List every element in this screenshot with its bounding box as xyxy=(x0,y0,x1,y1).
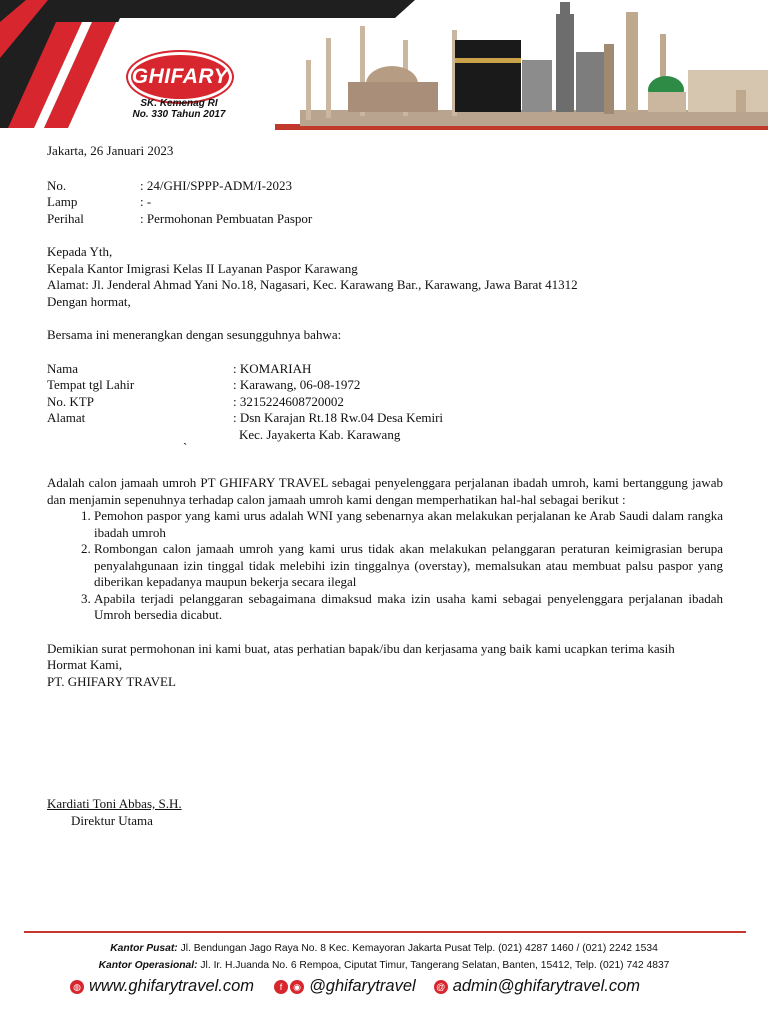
decree-line-2: No. 330 Tahun 2017 xyxy=(132,109,226,120)
recipient-salutation: Kepada Yth, xyxy=(47,244,113,259)
meta-value: : 24/GHI/SPPP-ADM/I-2023 xyxy=(140,177,293,193)
email-link[interactable]: admin@ghifarytravel.com xyxy=(452,977,641,995)
facebook-icon: f xyxy=(274,980,288,994)
social-handle[interactable]: @ghifarytravel xyxy=(309,977,416,995)
decree-line-1: SK. Kemenag RI xyxy=(140,98,218,109)
intro-text: Bersama ini menerangkan dengan sesungguhnya bahwa: xyxy=(47,327,342,342)
head-office-address: Jl. Bendungan Jago Raya No. 8 Kec. Kemayoran Jakarta Pusat Telp. (021) 4287 1460 / (021) 2242 1534 xyxy=(177,943,658,954)
meta-value: : - xyxy=(140,194,152,209)
conditions-list xyxy=(47,508,723,624)
recipient-office: Kepala Kantor Imigrasi Kelas II Layanan Paspor Karawang xyxy=(47,260,358,276)
instagram-icon: ◉ xyxy=(290,980,304,994)
greeting: Dengan hormat, xyxy=(47,293,131,309)
identity-row xyxy=(47,361,723,378)
email-icon: @ xyxy=(434,980,448,994)
operational-office-line xyxy=(0,958,768,975)
meta-key: Perihal xyxy=(47,210,84,226)
company-logo xyxy=(128,52,232,102)
meta-value: : Permohonan Pembuatan Paspor xyxy=(140,210,313,226)
identity-value: : 3215224608720002 xyxy=(233,393,344,409)
footer-divider xyxy=(24,931,746,933)
operational-office-address: Jl. Ir. H.Juanda No. 6 Rempoa, Ciputat Timur, Tangerang Selatan, Banten, 15412, Telp. (021) 742 4837 xyxy=(197,959,670,971)
signer-name: Kardiati Toni Abbas, S.H. xyxy=(47,796,182,811)
identity-key: Nama xyxy=(47,360,79,376)
meta-key: Lamp xyxy=(47,194,78,209)
place-date: Jakarta, 26 Januari 2023 xyxy=(47,143,174,158)
body-paragraph: Adalah calon jamaah umroh PT GHIFARY TRAVEL sebagai penyelenggara perjalanan ibadah umroh, kami bertanggung jawab dan menjamin sepenuhnya terhadap calon jamaah umroh kami dengan memperhatikan hal-hal sebagai berikut : xyxy=(47,475,723,507)
identity-row xyxy=(47,410,723,427)
letterhead xyxy=(0,0,768,130)
decree-label xyxy=(124,98,234,120)
identity-value: : KOMARIAH xyxy=(233,360,312,376)
list-item: 2. Rombongan calon jamaah umroh yang kami urus tidak akan melakukan pelanggaran peraturan keimigrasian berupa penyalahgunaan izin tinggal tidak melebihi izin tinggalnya (overstay), memalsukan atau membuat palsu paspor yang diberikan kepadanya maupun bekerja secara ilegal xyxy=(94,541,723,591)
stray-mark: ` xyxy=(183,440,188,455)
meta-key: No. xyxy=(47,177,67,193)
globe-icon: ◍ xyxy=(70,980,84,994)
identity-value: : Dsn Karajan Rt.18 Rw.04 Desa Kemiri xyxy=(233,410,444,425)
closing-paragraph: Demikian surat permohonan ini kami buat, atas perhatian bapak/ibu dan kerjasama yang baik kami ucapkan terima kasih xyxy=(47,640,675,656)
identity-key: No. KTP xyxy=(47,393,94,409)
company-name: PT. GHIFARY TRAVEL xyxy=(47,673,176,689)
meta-row xyxy=(47,178,723,195)
contact-bar xyxy=(70,977,710,996)
recipient-address: Alamat: Jl. Jenderal Ahmad Yani No.18, Nagasari, Kec. Karawang Bar., Karawang, Jawa Barat 41312 xyxy=(47,277,578,292)
head-office-line xyxy=(0,941,768,958)
identity-row xyxy=(47,377,723,394)
identity-row-continued xyxy=(47,427,723,444)
website-link[interactable]: www.ghifarytravel.com xyxy=(89,977,255,995)
meta-row xyxy=(47,194,723,211)
identity-key: Tempat tgl Lahir xyxy=(47,377,135,392)
logo-text: GHIFARY xyxy=(131,65,229,88)
identity-row xyxy=(47,394,723,411)
meta-row xyxy=(47,211,723,228)
list-item: 3. Apabila terjadi pelanggaran sebagaimana dimaksud maka izin usaha kami sebagai penyelenggara perjalanan ibadah Umroh bersedia dicabut. xyxy=(94,591,723,624)
regards: Hormat Kami, xyxy=(47,657,123,672)
list-item: 1. Pemohon paspor yang kami urus adalah WNI yang sebenarnya akan melakukan perjalanan ke Arab Saudi dalam rangka ibadah umroh xyxy=(94,508,723,541)
address-continued: Kec. Jayakerta Kab. Karawang xyxy=(239,426,401,442)
operational-office-label: Kantor Operasional: xyxy=(98,959,198,971)
identity-key: Alamat xyxy=(47,410,86,425)
head-office-label: Kantor Pusat: xyxy=(110,943,178,954)
letterhead-graphic xyxy=(0,0,768,130)
office-addresses xyxy=(0,941,768,974)
letter-body xyxy=(47,143,723,829)
identity-value: : Karawang, 06-08-1972 xyxy=(233,377,361,392)
signer-title: Direktur Utama xyxy=(71,812,153,828)
